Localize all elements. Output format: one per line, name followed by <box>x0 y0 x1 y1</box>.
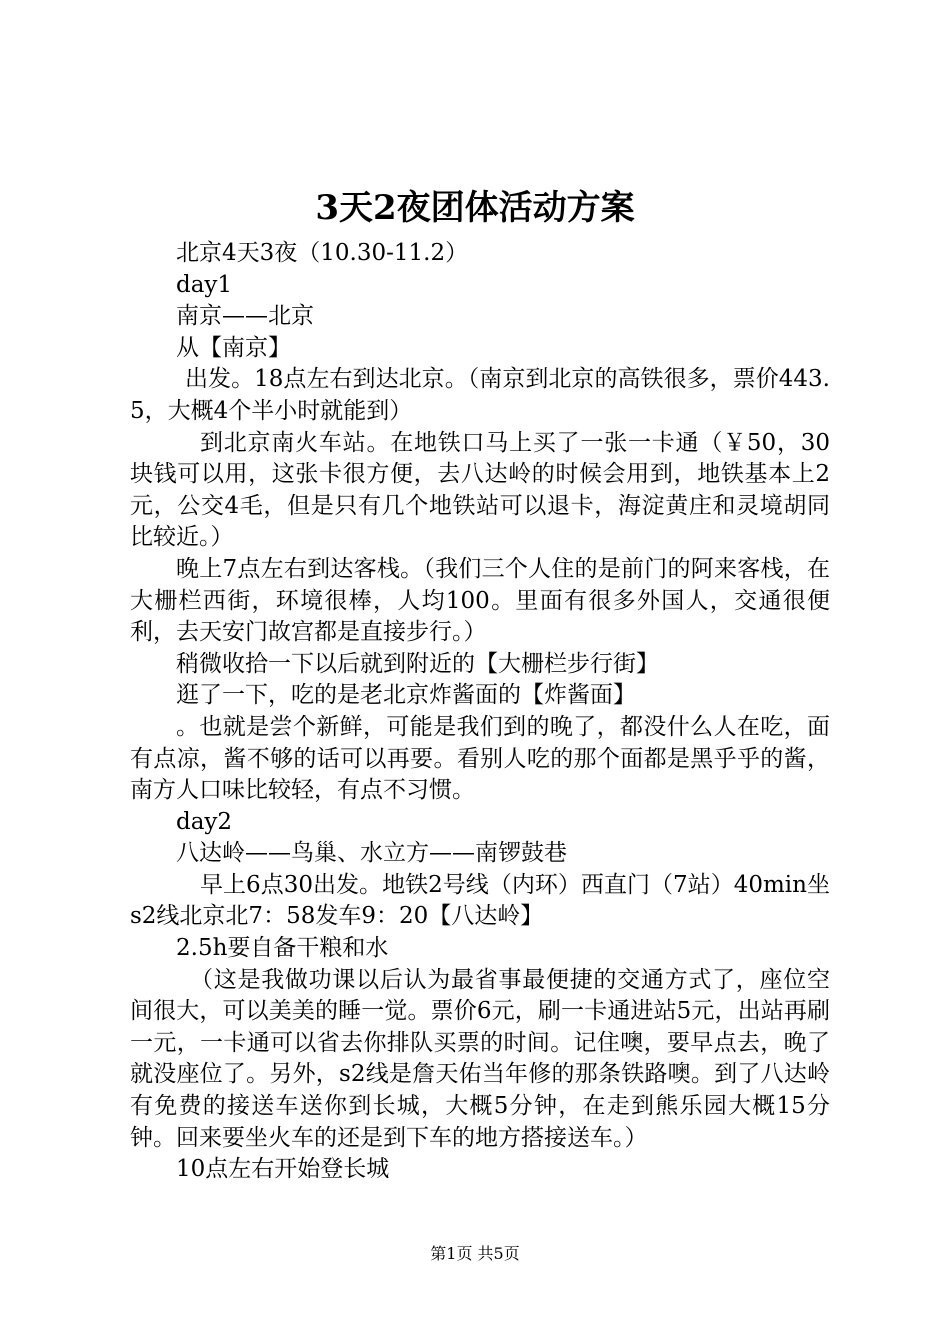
paragraph-arrive-inn: 晚上7点左右到达客栈。（我们三个人住的是前门的阿来客栈，在大栅栏西街，环境很棒，人均100。里面有很多外国人，交通很便利，去天安门故宫都是直接步行。） <box>130 555 830 646</box>
paragraph-departure: 出发。18点左右到达北京。（南京到北京的高铁很多，票价443.5，大概4个半小时就能到） <box>130 366 830 424</box>
paragraph-day2-label: day2 <box>176 808 233 835</box>
paragraph-day1-route: 南京——北京 <box>176 303 314 330</box>
page-footer: 第1页 共5页 <box>430 1244 520 1263</box>
paragraph-beijing-south-station: 到北京南火车站。在地铁口马上买了一张一卡通（￥50，30块钱可以用，这张卡很方便，去八达岭的时候会用到，地铁基本上2元，公交4毛，但是只有几个地铁站可以退卡，海淀黄庄和灵境胡同比较近。） <box>130 429 830 551</box>
paragraph-noodle-review: 。也就是尝个新鲜，可能是我们到的晚了，都没什么人在吃，面有点凉，酱不够的话可以再要。看别人吃的那个面都是黑乎乎的酱，南方人口味比较轻，有点不习惯。 <box>130 713 830 804</box>
document-title: 3天2夜团体活动方案 <box>315 188 635 228</box>
paragraph-great-wall: 10点左右开始登长城 <box>176 1156 390 1183</box>
paragraph-dashilan-street: 稍微收拾一下以后就到附近的【大栅栏步行街】 <box>176 650 659 677</box>
paragraph-morning-departure: 早上6点30出发。地铁2号线（内环）西直门（7站）40min坐s2线北京北7：58发车9：20【八达岭】 <box>130 871 830 930</box>
paragraph-day2-route: 八达岭——鸟巢、水立方——南锣鼓巷 <box>176 840 567 867</box>
document-body <box>130 238 830 1186</box>
paragraph-zhajiangmian: 逛了一下，吃的是老北京炸酱面的【炸酱面】 <box>176 682 636 709</box>
paragraph-trip-header: 北京4天3夜（10.30-11.2） <box>176 240 469 266</box>
paragraph-transport-notes: （这是我做功课以后认为最省事最便捷的交通方式了，座位空间很大，可以美美的睡一觉。票价6元，刷一卡通进站5元，出站再刷一元，一卡通可以省去你排队买票的时间。记住噢，要早点去，晚了就没座位了。另外，s2线是詹天佑当年修的那条铁路噢。到了八达岭有免费的接送车送你到长城，大概5分钟，在走到熊乐园大概15分钟。回来要坐火车的还是到下车的地方搭接送车。） <box>130 966 830 1151</box>
paragraph-from-nanjing: 从【南京】 <box>176 334 291 361</box>
paragraph-bring-food: 2.5h要自备干粮和水 <box>176 935 389 962</box>
paragraph-day1-label: day1 <box>176 271 233 298</box>
